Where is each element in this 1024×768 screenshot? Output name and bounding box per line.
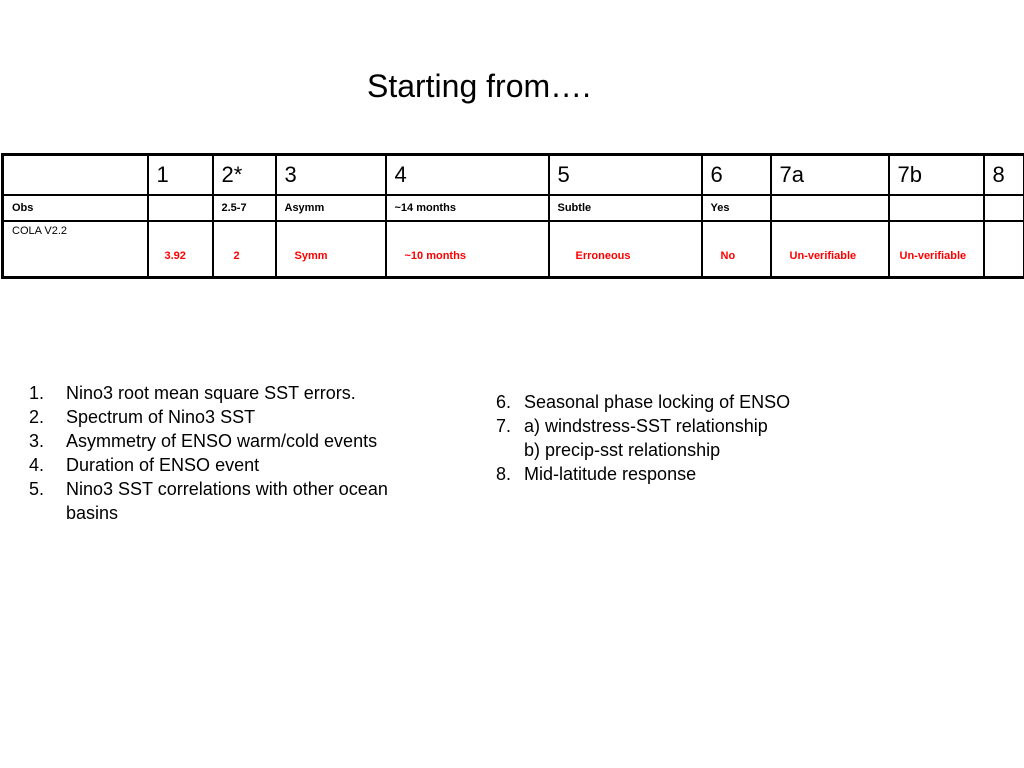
model-value-cell: Symm: [276, 221, 386, 278]
list-item: [29, 381, 439, 405]
table-row-obs: [3, 195, 1024, 221]
model-value-cell: Erroneous: [549, 221, 702, 278]
header-cell: 4: [386, 155, 549, 196]
header-cell: 5: [549, 155, 702, 196]
table-cell: Yes: [702, 195, 771, 221]
list-item: [496, 462, 996, 486]
table-row-cola: [3, 221, 1024, 278]
table-cell: Subtle: [549, 195, 702, 221]
row-label-obs: Obs: [3, 195, 148, 221]
list-item: [496, 414, 996, 438]
list-item-text: Seasonal phase locking of ENSO: [524, 392, 791, 412]
table-cell: [889, 195, 984, 221]
comparison-table: [1, 153, 1024, 279]
page-title: Starting from….: [366, 68, 592, 104]
list-item-text: Nino3 SST correlations with other ocean basins: [66, 479, 388, 523]
list-number: 4.: [29, 455, 45, 475]
list-item-text: b) precip-sst relationship: [524, 440, 721, 460]
list-item-text: Mid-latitude response: [524, 464, 697, 484]
table-cell: Asymm: [276, 195, 386, 221]
list-number: 7.: [496, 416, 512, 436]
header-cell: 8: [984, 155, 1024, 196]
header-cell: 7a: [771, 155, 889, 196]
header-cell: 2*: [213, 155, 276, 196]
list-item: [29, 477, 439, 525]
list-number: 6.: [496, 392, 512, 412]
metric-list-left: [29, 381, 439, 525]
table-cell: [771, 195, 889, 221]
list-item: [29, 453, 439, 477]
table-cell: [984, 195, 1024, 221]
list-item: [29, 405, 439, 429]
list-item: [496, 390, 996, 414]
table-cell: ~14 months: [386, 195, 549, 221]
list-number: 8.: [496, 464, 512, 484]
metric-list-right: [496, 390, 996, 486]
header-cell: 3: [276, 155, 386, 196]
list-item-text: Asymmetry of ENSO warm/cold events: [66, 431, 378, 451]
model-value-cell: Un-verifiable: [889, 221, 984, 278]
row-label-cola: COLA V2.2: [3, 221, 148, 278]
table-cell: 2.5-7: [213, 195, 276, 221]
model-value-cell: 2: [213, 221, 276, 278]
list-item: [496, 438, 996, 462]
header-cell-empty: [3, 155, 148, 196]
header-cell: 1: [148, 155, 213, 196]
list-item-text: Nino3 root mean square SST errors.: [66, 383, 356, 403]
list-number: 5.: [29, 479, 45, 499]
list-number: 2.: [29, 407, 45, 427]
list-number: 1.: [29, 383, 45, 403]
header-cell: 7b: [889, 155, 984, 196]
table-cell: [148, 195, 213, 221]
table-header-row: [3, 155, 1024, 196]
list-item: [29, 429, 439, 453]
list-number: 3.: [29, 431, 45, 451]
list-item-text: Spectrum of Nino3 SST: [66, 407, 256, 427]
model-value-cell: No: [702, 221, 771, 278]
model-value-cell: Un-verifiable: [771, 221, 889, 278]
list-item-text: a) windstress-SST relationship: [524, 416, 768, 436]
model-value-cell: ~10 months: [386, 221, 549, 278]
model-value-cell: 3.92: [148, 221, 213, 278]
list-item-text: Duration of ENSO event: [66, 455, 260, 475]
model-value-cell: [984, 221, 1024, 278]
header-cell: 6: [702, 155, 771, 196]
